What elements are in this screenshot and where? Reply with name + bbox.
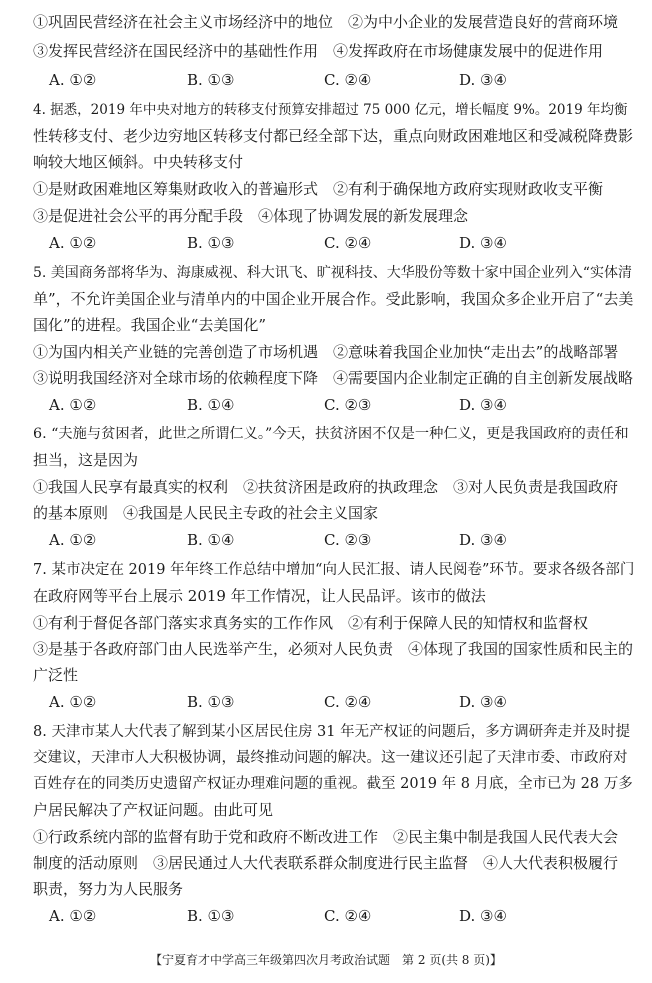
question-7-stem-line: 在政府网等平台上展示 2019 年工作情况，让人民品评。该市的做法: [33, 587, 486, 605]
question-4-stem-line: 4. 据悉，2019 年中央对地方的转移支付预算安排超过 75 000 亿元，增长幅度 9%。2019 年均衡: [33, 102, 628, 118]
question-7-statement: 广泛性: [33, 666, 79, 684]
question-4-statement: ③是促进社会公平的再分配手段 ④体现了协调发展的新发展理念: [33, 207, 469, 225]
question-8-stem-line: 8. 天津市某人大代表了解到某小区居民住房 31 年无产权证的问题后，多方调研奔走并及时提: [33, 724, 631, 740]
question-4-statement: ①是财政困难地区筹集财政收入的普遍形式 ②有利于确保地方政府实现财政收支平衡: [33, 180, 604, 198]
option-a[interactable]: A. ①②: [49, 907, 97, 925]
question-8-stem-line: 百姓存在的同类历史遗留产权证办理难问题的重视。截至 2019 年 8 月底，全市已为 28 万多: [33, 776, 633, 792]
question-3-options: [49, 70, 649, 90]
question-3-statement-2: ③发挥民营经济在国民经济中的基础性作用 ④发挥政府在市场健康发展中的促进作用: [33, 42, 604, 60]
option-b[interactable]: B. ①③: [187, 234, 235, 252]
question-3-statement-1: ①巩固民营经济在社会主义市场经济中的地位 ②为中小企业的发展营造良好的营商环境: [33, 13, 619, 31]
option-d[interactable]: D. ③④: [459, 71, 507, 89]
question-8-statement: 制度的活动原则 ③居民通过人大代表联系群众制度进行民主监督 ④人大代表积极履行: [33, 854, 619, 872]
question-5-stem-line: 单”，不允许美国企业与清单内的中国企业开展合作。受此影响，我国众多企业开启了“去美: [33, 290, 634, 308]
question-6-options: [49, 530, 649, 550]
option-a[interactable]: A. ①②: [49, 71, 97, 89]
question-5-stem-line: 5. 美国商务部将华为、海康威视、科大讯飞、旷视科技、大华股份等数十家中国企业列入“实体清: [33, 265, 632, 281]
option-c[interactable]: C. ②④: [324, 907, 372, 925]
question-8-statement: 职责，努力为人民服务: [33, 880, 184, 898]
question-5-stem-line: 国化”的进程。我国企业“去美国化”: [33, 316, 267, 334]
question-7-stem-line: 7. 某市决定在 2019 年年终工作总结中增加“向人民汇报、请人民阅卷”环节。要求各级各部门: [33, 562, 635, 578]
option-c[interactable]: C. ②④: [324, 234, 372, 252]
question-4-stem-line: 性转移支付、老少边穷地区转移支付都已经全部下达，重点向财政困难地区和受减税降费影: [33, 127, 634, 145]
question-6-stem-line: 担当，这是因为: [33, 451, 139, 469]
option-c[interactable]: C. ②③: [324, 531, 372, 549]
question-6-statement: 的基本原则 ④我国是人民民主专政的社会主义国家: [33, 504, 379, 522]
option-d[interactable]: D. ③④: [459, 396, 507, 414]
question-8-stem-line: 交建议，天津市人大积极协调，最终推动问题的解决。这一建议还引起了天津市委、市政府对: [33, 750, 628, 766]
option-a[interactable]: A. ①②: [49, 234, 97, 252]
question-8-statement: ①行政系统内部的监督有助于党和政府不断改进工作 ②民主集中制是我国人民代表大会: [33, 828, 619, 846]
option-d[interactable]: D. ③④: [459, 907, 507, 925]
option-a[interactable]: A. ①②: [49, 396, 97, 414]
question-5-statement: ③说明我国经济对全球市场的依赖程度下降 ④需要国内企业制定正确的自主创新发展战略: [33, 369, 634, 387]
option-d[interactable]: D. ③④: [459, 234, 507, 252]
question-6-statement: ①我国人民享有最真实的权利 ②扶贫济困是政府的执政理念 ③对人民负责是我国政府: [33, 478, 619, 496]
question-8-stem-line: 户居民解决了产权证问题。由此可见: [33, 801, 274, 819]
option-d[interactable]: D. ③④: [459, 531, 507, 549]
page-footer: 【宁夏育才中学高三年级第四次月考政治试题 第 2 页(共 8 页)】: [150, 953, 502, 967]
option-c[interactable]: C. ②④: [324, 693, 372, 711]
question-8-options: [49, 906, 649, 926]
question-5-options: [49, 395, 649, 415]
question-7-statement: ①有利于督促各部门落实求真务实的工作作风 ②有利于保障人民的知情权和监督权: [33, 614, 589, 632]
option-c[interactable]: C. ②③: [324, 396, 372, 414]
question-7-options: [49, 692, 649, 712]
question-6-stem-line: 6. “夫施与贫困者，此世之所谓仁义。”今天，扶贫济困不仅是一种仁义，更是我国政府的责任和: [33, 426, 629, 442]
option-b[interactable]: B. ①④: [187, 396, 235, 414]
option-d[interactable]: D. ③④: [459, 693, 507, 711]
option-b[interactable]: B. ①④: [187, 531, 235, 549]
option-a[interactable]: A. ①②: [49, 693, 97, 711]
question-5-statement: ①为国内相关产业链的完善创造了市场机遇 ②意味着我国企业加快“走出去”的战略部署: [33, 343, 619, 361]
question-4-options: [49, 233, 649, 253]
question-4-stem-line: 响较大地区倾斜。中央转移支付: [33, 153, 244, 171]
option-b[interactable]: B. ①③: [187, 907, 235, 925]
option-a[interactable]: A. ①②: [49, 531, 97, 549]
option-b[interactable]: B. ①③: [187, 693, 235, 711]
option-c[interactable]: C. ②④: [324, 71, 372, 89]
option-b[interactable]: B. ①③: [187, 71, 235, 89]
question-7-statement: ③是基于各政府部门由人民选举产生，必须对人民负责 ④体现了我国的国家性质和民主的: [33, 640, 634, 658]
